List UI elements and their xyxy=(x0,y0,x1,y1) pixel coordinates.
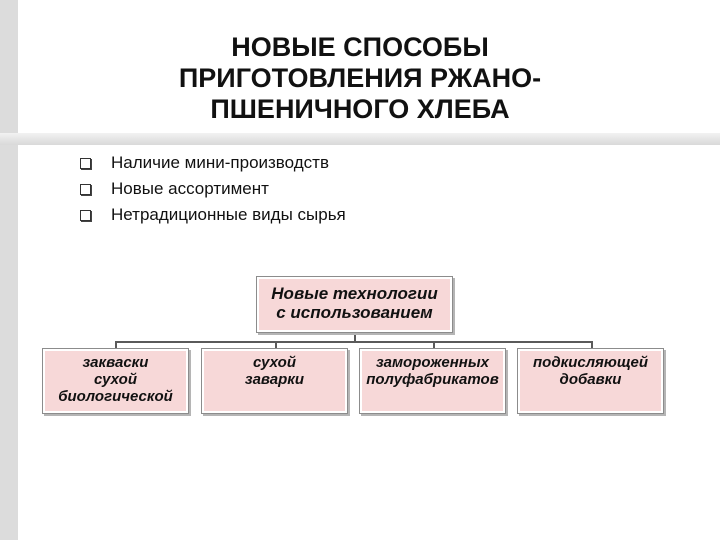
checkbox-bullet-icon xyxy=(80,184,91,195)
connector-to-child-2 xyxy=(275,341,277,348)
diagram-child-box-2 xyxy=(201,348,348,414)
child-3-line-1: замороженных xyxy=(375,354,490,371)
diagram-child-box-1 xyxy=(42,348,189,414)
checkbox-bullet-icon xyxy=(80,210,91,221)
diagram-child-box-3 xyxy=(359,348,506,414)
root-line-2: с использованием xyxy=(276,303,433,322)
diagram-root-box xyxy=(256,276,453,333)
child-2-line-2: заварки xyxy=(244,371,305,388)
header-divider xyxy=(0,133,720,145)
checkbox-bullet-icon xyxy=(80,158,91,169)
child-1-line-3: биологической xyxy=(58,388,173,405)
child-3-line-2: полуфабрикатов xyxy=(366,371,499,388)
bullet-text: Нетрадиционные виды сырья xyxy=(111,205,346,224)
child-1-line-1: закваски xyxy=(82,354,149,371)
left-decor-band xyxy=(0,0,18,540)
title-line-3: ПШЕНИЧНОГО ХЛЕБА xyxy=(210,94,510,124)
title-line-2: ПРИГОТОВЛЕНИЯ РЖАНО- xyxy=(178,63,542,93)
child-2-line-1: сухой xyxy=(253,354,296,371)
bullet-text: Новые ассортимент xyxy=(111,179,269,198)
slide-title xyxy=(120,32,600,125)
diagram-child-box-4 xyxy=(517,348,664,414)
root-line-1: Новые технологии xyxy=(271,284,438,303)
connector-horizontal-bus xyxy=(115,341,593,343)
child-1-line-2: сухой xyxy=(94,371,137,388)
connector-to-child-1 xyxy=(115,341,117,348)
title-line-1: НОВЫЕ СПОСОБЫ xyxy=(231,32,489,62)
child-4-line-1: подкисляющей xyxy=(533,354,648,371)
bullet-text: Наличие мини-производств xyxy=(111,153,329,172)
child-4-line-2: добавки xyxy=(559,371,622,388)
connector-to-child-3 xyxy=(433,341,435,348)
connector-to-child-4 xyxy=(591,341,593,348)
